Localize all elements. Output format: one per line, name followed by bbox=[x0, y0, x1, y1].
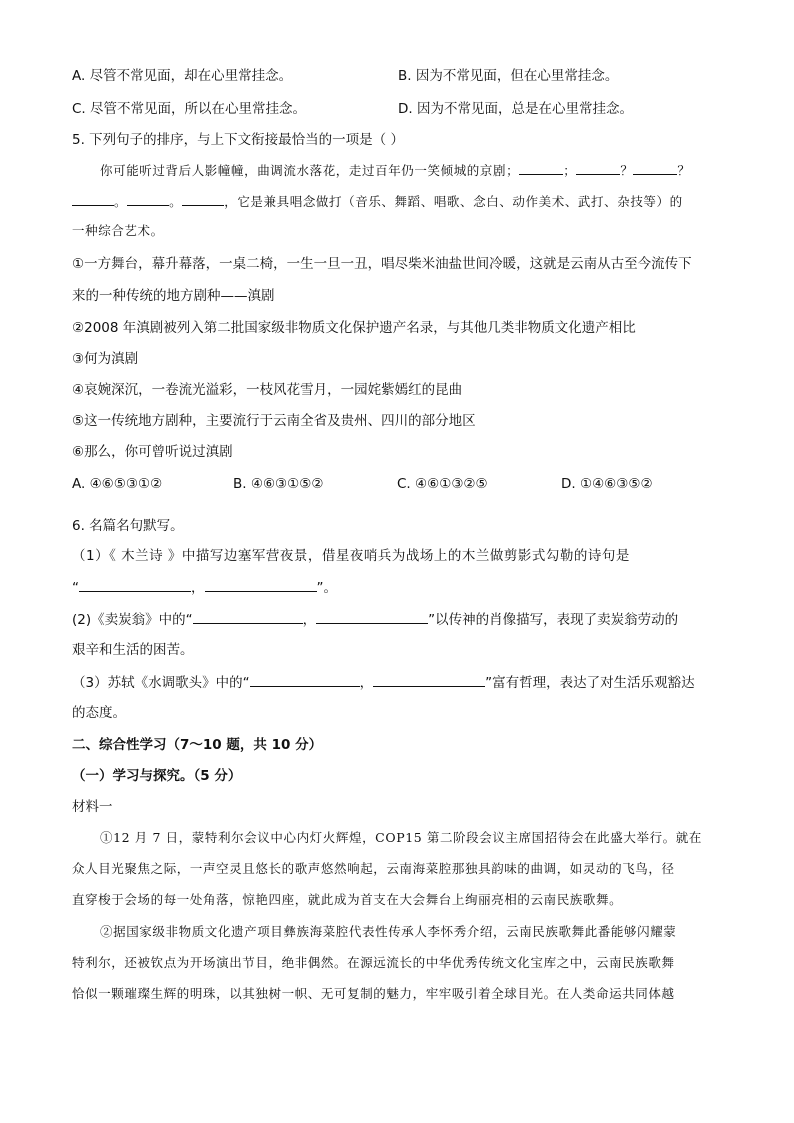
q5-passage-text: 你可能听过背后人影幢幢，曲调流水落花，走过百年仍一笑倾城的京剧； bbox=[100, 163, 520, 178]
q6-s3-line2: 的态度。 bbox=[72, 705, 126, 721]
punct: ？ bbox=[677, 163, 691, 178]
punct: ， bbox=[191, 580, 205, 596]
q6-text: ”富有哲理，表达了对生活乐观豁达 bbox=[485, 675, 695, 691]
q5-item-1a: ①一方舞台，幕升幕落，一桌二椅，一生一旦一丑，唱尽柴米油盐世间冷暖，这就是云南从古至今流传下 bbox=[72, 256, 692, 272]
q6-s3-line1 bbox=[72, 672, 695, 693]
q5-option-d: D. ①④⑥③⑤② bbox=[561, 476, 653, 492]
q5-stem: 5. 下列句子的排序，与上下文衔接最恰当的一项是（ ） bbox=[72, 132, 404, 148]
punct: ， bbox=[302, 612, 317, 628]
q5-option-a: A. ④⑥⑤③①② bbox=[72, 476, 163, 492]
answer-blank bbox=[127, 191, 169, 206]
q5-passage-line2 bbox=[72, 191, 683, 212]
q6-s1-line1: （1）《 木兰诗 》中描写边塞军营夜景，借星夜哨兵为战场上的木兰做剪影式勾勒的诗句是 bbox=[72, 548, 630, 564]
section-heading: 二、综合性学习（7～10 题，共 10 分） bbox=[72, 737, 323, 753]
q6-text: (2)《卖炭翁》中的“ bbox=[72, 612, 193, 628]
q6-text: ”以传神的肖像描写，表现了卖炭翁劳动的 bbox=[428, 612, 679, 628]
subsection-heading: （一）学习与探究。（5 分） bbox=[72, 768, 242, 784]
q5-option-c: C. ④⑥①③②⑤ bbox=[397, 476, 488, 492]
answer-blank bbox=[182, 191, 224, 206]
answer-blank bbox=[576, 160, 620, 175]
q5-item-4: ④哀婉深沉，一卷流光溢彩，一枝风花雪月，一园姹紫嫣红的昆曲 bbox=[72, 382, 463, 398]
material-p2-line2: 特利尔，还被钦点为开场演出节目，绝非偶然。在源远流长的中华优秀传统文化宝库之中，云南民族歌舞 bbox=[72, 955, 675, 970]
material-p2-line3: 恰似一颗璀璨生辉的明珠，以其独树一帜、无可复制的魅力，牢牢吸引着全球目光。在人类命运共同体越 bbox=[72, 986, 675, 1001]
q6-text: （3）苏轼《水调歌头》中的“ bbox=[72, 675, 250, 691]
punct: ， bbox=[359, 675, 374, 691]
answer-blank bbox=[250, 672, 360, 687]
q4-option-d: D. 因为不常见面，总是在心里常挂念。 bbox=[398, 101, 633, 117]
answer-blank bbox=[205, 577, 317, 592]
q4-option-a: A. 尽管不常见面，却在心里常挂念。 bbox=[72, 68, 293, 84]
q5-item-5: ⑤这一传统地方剧种，主要流行于云南全省及贵州、四川的部分地区 bbox=[72, 413, 476, 429]
q5-item-3: ③何为滇剧 bbox=[72, 351, 139, 367]
material-p2-line1: ②据国家级非物质文化遗产项目彝族海菜腔代表性传承人李怀秀介绍，云南民族歌舞此番能够闪耀蒙 bbox=[100, 924, 677, 939]
q6-title: 6. 名篇名句默写。 bbox=[72, 518, 184, 534]
answer-blank bbox=[519, 160, 563, 175]
answer-blank bbox=[373, 672, 485, 687]
punct: ？ bbox=[620, 163, 634, 178]
q5-item-6: ⑥那么，你可曾听说过滇剧 bbox=[72, 444, 233, 460]
answer-blank bbox=[72, 191, 114, 206]
punct: 。 bbox=[114, 194, 128, 209]
material-p1-line1: ①12 月 7 日，蒙特利尔会议中心内灯火辉煌，COP15 第二阶段会议主席国招待会在此盛大举行。就在 bbox=[100, 830, 702, 845]
q4-option-b: B. 因为不常见面，但在心里常挂念。 bbox=[398, 68, 619, 84]
q6-s2-line1 bbox=[72, 609, 678, 630]
material-p1-line2: 众人目光聚焦之际，一声空灵且悠长的歌声悠然响起，云南海菜腔那独具韵味的曲调，如灵动的飞鸟，径 bbox=[72, 861, 675, 876]
punct: ； bbox=[563, 163, 577, 178]
q5-passage-line3: 一种综合艺术。 bbox=[72, 223, 164, 238]
answer-blank bbox=[633, 160, 677, 175]
q5-passage-text: ，它是兼具唱念做打（音乐、舞蹈、唱歌、念白、动作美术、武打、杂技等）的 bbox=[224, 194, 683, 209]
q5-item-2: ②2008 年滇剧被列入第二批国家级非物质文化保护遗产名录，与其他几类非物质文化遗产相比 bbox=[72, 320, 636, 336]
answer-blank bbox=[316, 609, 428, 624]
q5-option-b: B. ④⑥③①⑤② bbox=[233, 476, 324, 492]
punct: “ bbox=[72, 580, 79, 596]
material-label: 材料一 bbox=[72, 799, 113, 815]
q4-option-c: C. 尽管不常见面，所以在心里常挂念。 bbox=[72, 101, 307, 117]
q6-s2-line2: 艰辛和生活的困苦。 bbox=[72, 642, 194, 658]
punct: ”。 bbox=[316, 580, 337, 596]
q5-item-1b: 来的一种传统的地方剧种——滇剧 bbox=[72, 288, 275, 304]
q5-passage-line1 bbox=[100, 160, 691, 181]
answer-blank bbox=[193, 609, 303, 624]
material-p1-line3: 直穿梭于会场的每一处角落，惊艳四座，就此成为首支在大会舞台上绚丽亮相的云南民族歌舞。 bbox=[72, 892, 623, 907]
punct: 。 bbox=[169, 194, 183, 209]
answer-blank bbox=[79, 577, 191, 592]
q6-s1-line2 bbox=[72, 577, 337, 598]
